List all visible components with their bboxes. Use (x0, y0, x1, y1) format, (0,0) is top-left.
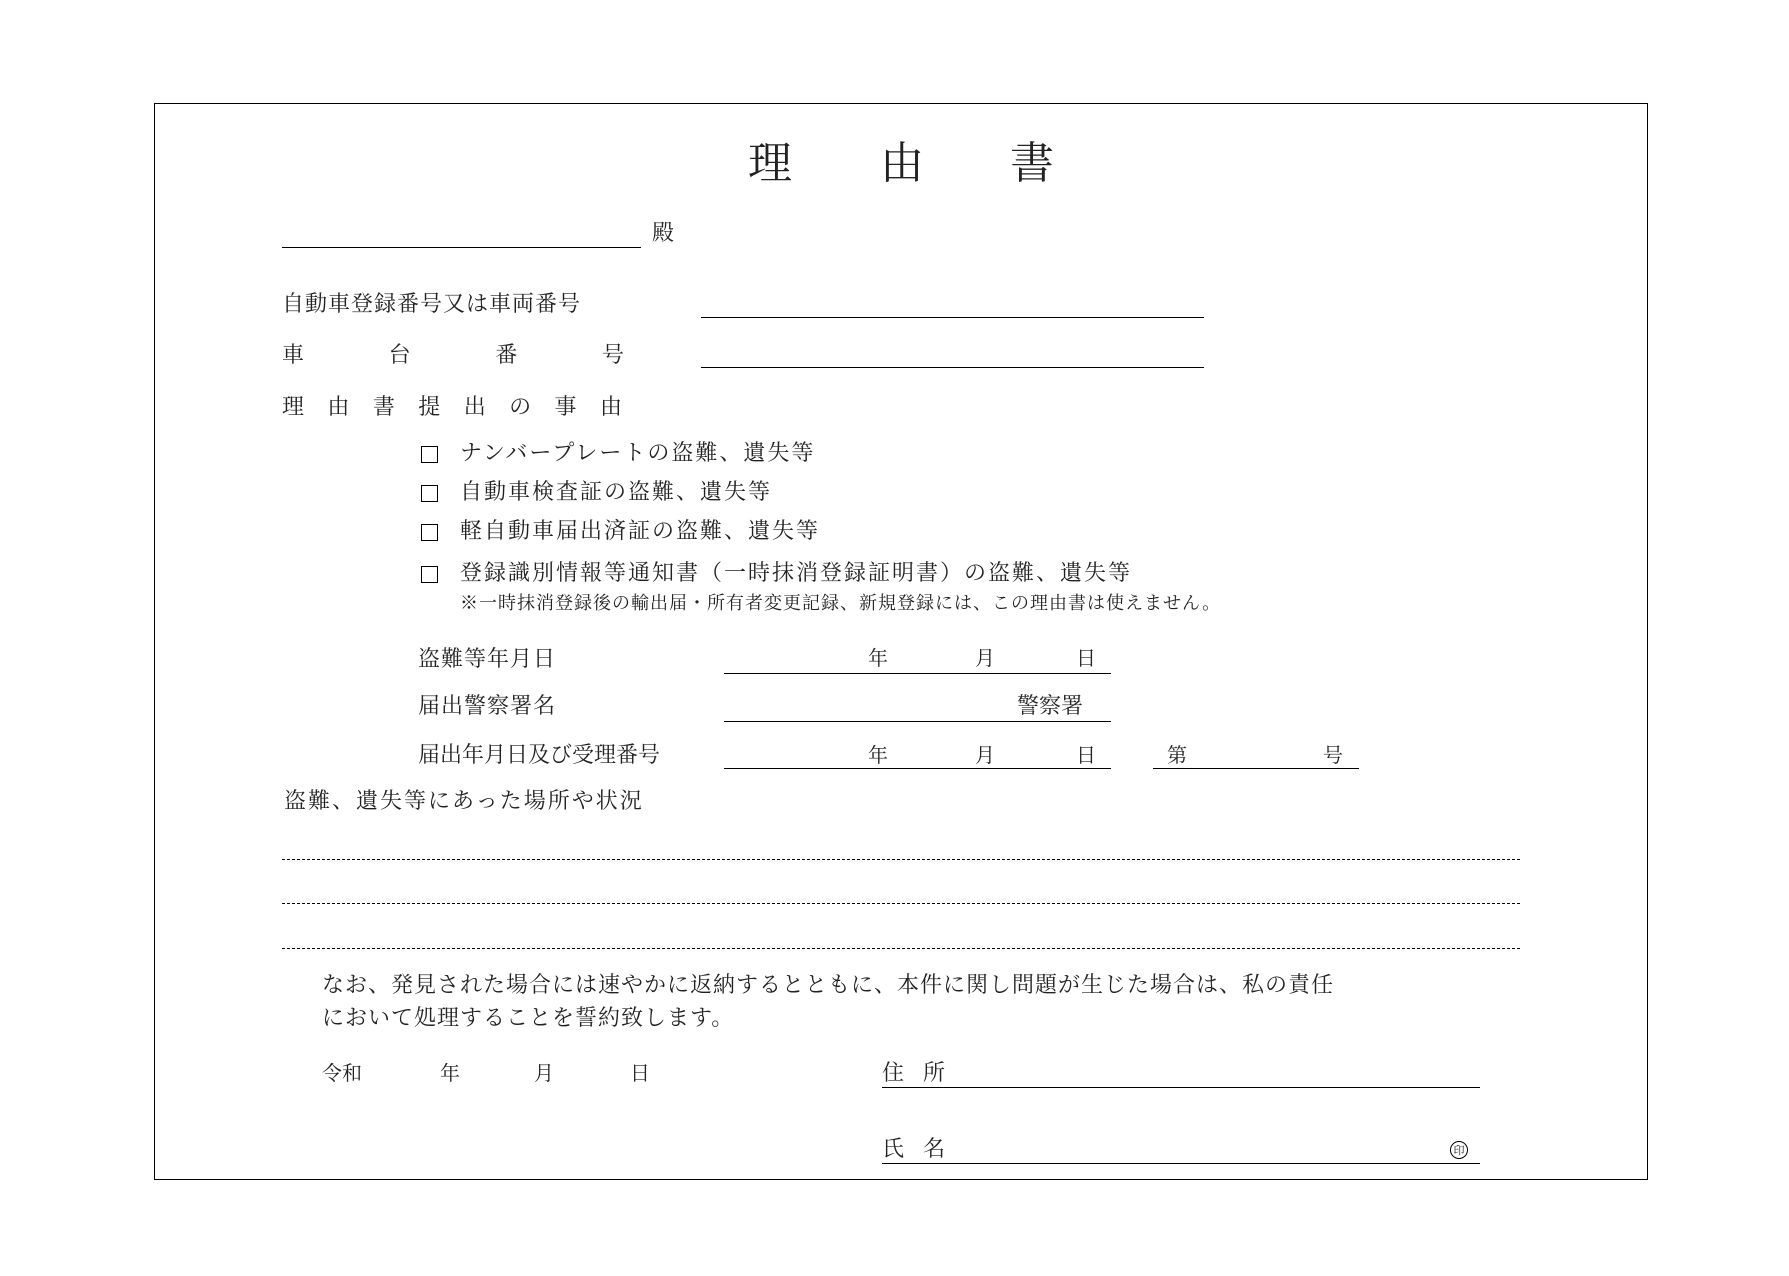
title-char-1: 理 (748, 138, 792, 189)
pledge-text-line-1: なお、発見された場合には速やかに返納するとともに、本件に関し問題が生じた場合は、私の責任 (322, 973, 1335, 998)
police-station-line[interactable] (724, 721, 1111, 722)
checkbox-inspection-certificate[interactable] (421, 485, 438, 502)
address-line[interactable] (882, 1087, 1480, 1088)
theft-date-day: 日 (1076, 646, 1096, 670)
circumstances-line-2[interactable] (282, 903, 1520, 904)
signature-month: 月 (534, 1061, 554, 1085)
theft-date-line[interactable] (724, 673, 1111, 674)
reason-light-vehicle-certificate: 軽自動車届出済証の盗難、遺失等 (460, 519, 821, 544)
chassis-number-label-wrap (282, 345, 624, 367)
police-station-label: 届出警察署名 (418, 694, 557, 719)
reason-label: 理由書提出の事由 (282, 395, 622, 420)
signature-year: 年 (440, 1061, 460, 1085)
circumstances-line-3[interactable] (282, 948, 1520, 949)
checkbox-registration-notice[interactable] (421, 566, 438, 583)
report-date-line[interactable] (724, 768, 1111, 769)
signature-era: 令和 (322, 1061, 362, 1085)
checkbox-light-vehicle-certificate[interactable] (421, 524, 438, 541)
report-date-label: 届出年月日及び受理番号 (418, 743, 661, 768)
title-char-3: 書 (1010, 138, 1054, 189)
circumstances-label: 盗難、遺失等にあった場所や状況 (284, 789, 644, 814)
report-date-day: 日 (1076, 743, 1096, 767)
reason-label-wrap (282, 397, 622, 419)
theft-date-year: 年 (868, 646, 888, 670)
pledge-text-line-2: において処理することを誓約致します。 (322, 1006, 735, 1031)
addressee-suffix: 殿 (652, 221, 675, 246)
reason-note: ※一時抹消登録後の輸出届・所有者変更記録、新規登録には、この理由書は使えません。 (460, 593, 1222, 614)
circumstances-line-1[interactable] (282, 859, 1520, 860)
chassis-number-line[interactable] (701, 367, 1204, 368)
title-char-2: 由 (880, 138, 924, 189)
addressee-line[interactable] (282, 247, 641, 248)
receipt-number-suffix: 号 (1323, 743, 1343, 767)
receipt-number-line[interactable] (1153, 768, 1359, 769)
receipt-number-prefix: 第 (1167, 743, 1187, 767)
address-label: 住 所 (882, 1061, 951, 1086)
theft-date-month: 月 (975, 646, 995, 670)
police-station-suffix: 警察署 (1017, 694, 1084, 719)
theft-date-label: 盗難等年月日 (418, 647, 557, 672)
chassis-number-label: 車 台 番 号 (282, 343, 624, 368)
reason-registration-notice: 登録識別情報等通知書（一時抹消登録証明書）の盗難、遺失等 (460, 561, 1133, 586)
registration-number-line[interactable] (701, 317, 1204, 318)
report-date-year: 年 (868, 743, 888, 767)
reason-number-plate: ナンバープレートの盗難、遺失等 (460, 441, 816, 466)
registration-number-label: 自動車登録番号又は車両番号 (282, 292, 582, 317)
checkbox-number-plate[interactable] (421, 446, 438, 463)
signature-day: 日 (630, 1061, 650, 1085)
seal-mark: 印 (1450, 1141, 1468, 1159)
report-date-month: 月 (975, 743, 995, 767)
name-line[interactable] (882, 1163, 1480, 1164)
reason-inspection-certificate: 自動車検査証の盗難、遺失等 (460, 480, 773, 505)
name-label: 氏 名 (882, 1137, 951, 1162)
